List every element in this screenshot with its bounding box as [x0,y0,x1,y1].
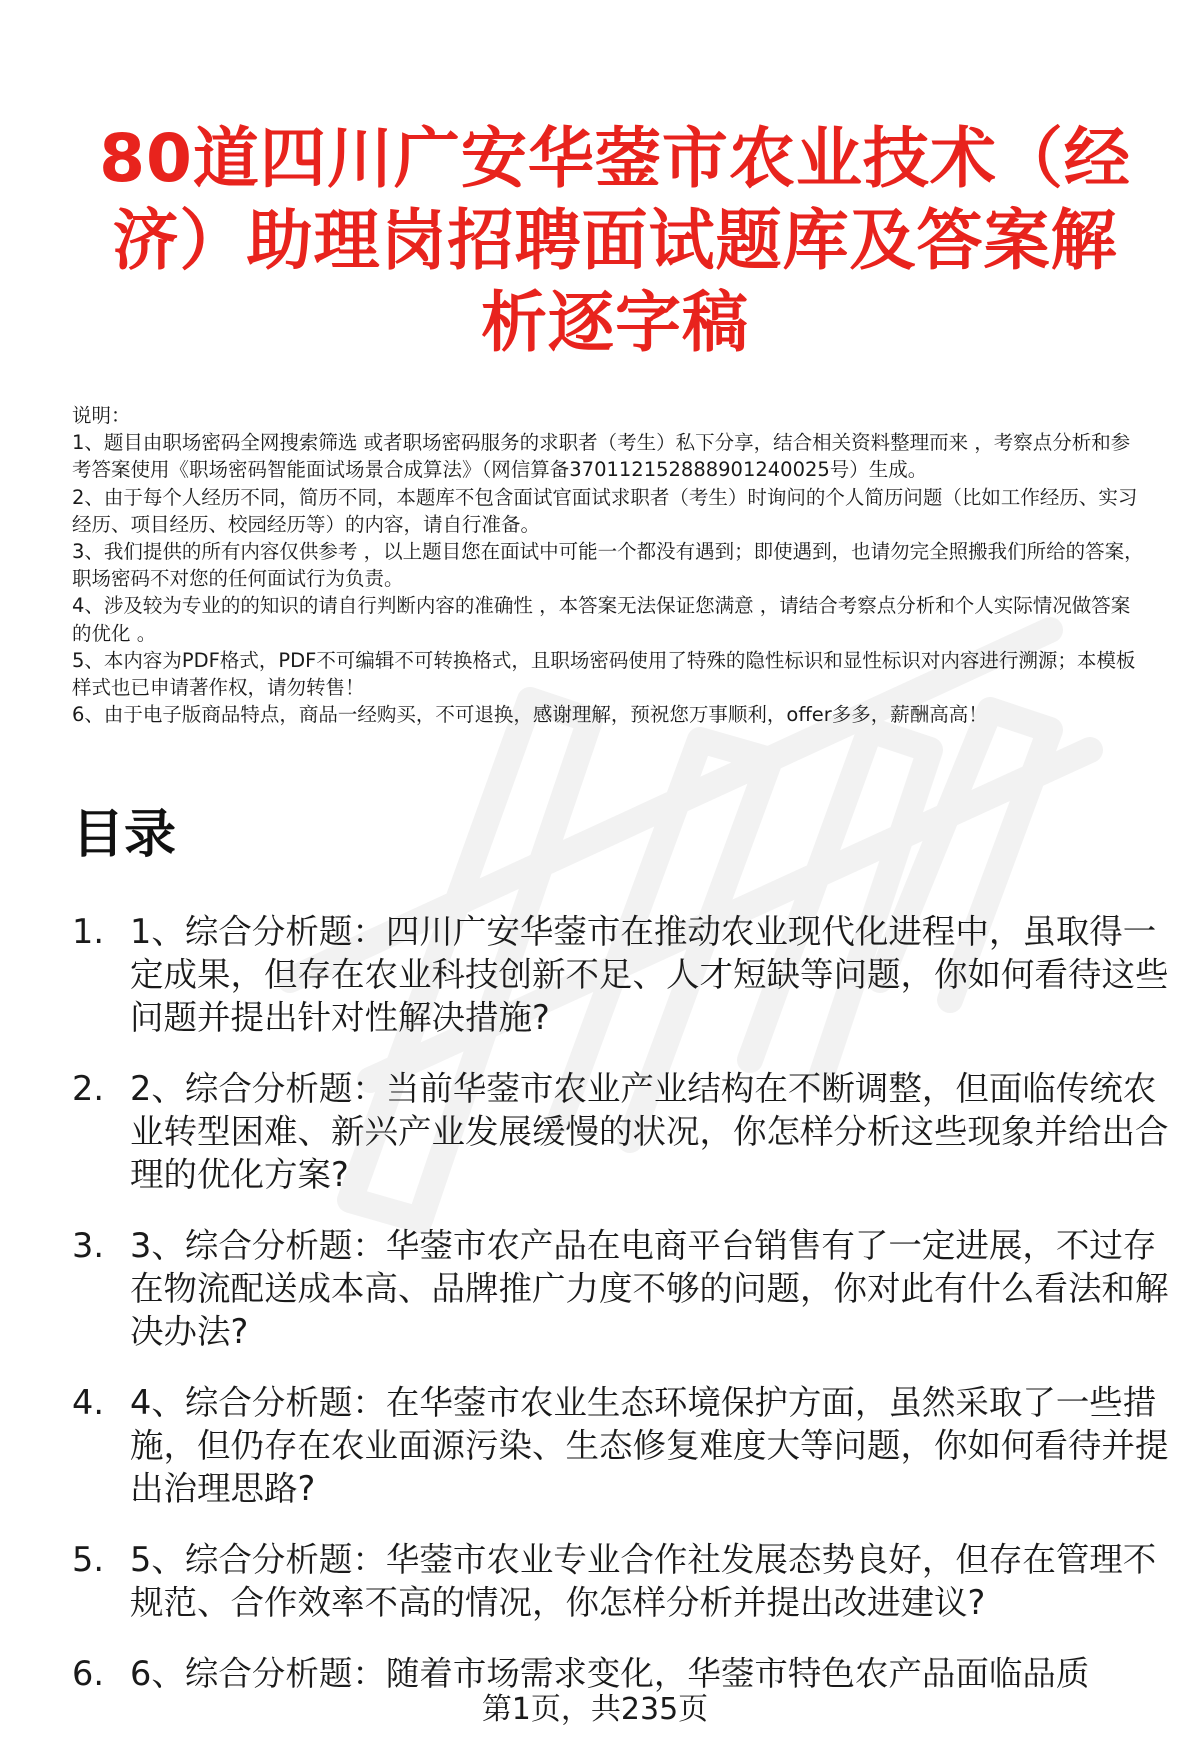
toc-item-number: 6. [72,1654,104,1693]
toc-item[interactable] [72,1538,1172,1624]
note-item: 4、涉及较为专业的的知识的请自行判断内容的准确性 ，本答案无法保证您满意 ，请结合考察点分析和个人实际情况做答案的优化 。 [72,594,1131,645]
toc-item[interactable] [72,1224,1172,1353]
page-number-footer: 第1页，共235页 [481,1692,709,1727]
note-item: 2、由于每个人经历不同，简历不同，本题库不包含面试官面试求职者（考生）时询问的个人简历问题（比如工作经历、实习经历、项目经历、校园经历等）的内容，请自行准备。 [72,485,1138,536]
note-item: 3、我们提供的所有内容仅供参考 ，以上题目您在面试中可能一个都没有遇到；即使遇到，也请勿完全照搬我们所给的答案，职场密码不对您的任何面试行为负责。 [72,540,1144,591]
toc-item[interactable] [72,1652,1172,1695]
toc-item-text: 6、综合分析题：随着市场需求变化，华蓥市特色农产品面临品质 [130,1654,1090,1693]
notes-heading: 说明： [72,404,131,427]
notes-section [72,402,1147,728]
toc-item-number: 5. [72,1540,104,1579]
toc-item[interactable] [72,1067,1172,1196]
toc-item-text: 4、综合分析题：在华蓥市农业生态环境保护方面，虽然采取了一些措施，但仍存在农业面源污染、生态修复难度大等问题，你如何看待并提出治理思路? [130,1383,1169,1508]
toc-item-number: 2. [72,1069,104,1108]
document-title: 80道四川广安华蓥市农业技术（经济）助理岗招聘面试题库及答案解析逐字稿 [99,120,1131,361]
note-item: 5、本内容为PDF格式，PDF不可编辑不可转换格式，且职场密码使用了特殊的隐性标识和显性标识对内容进行溯源；本模板样式也已申请著作权，请勿转售！ [72,648,1136,700]
toc-item[interactable] [72,1381,1172,1510]
toc-list [72,910,1172,1723]
toc-item-number: 1. [72,912,104,951]
note-item: 6、由于电子版商品特点，商品一经购买，不可退换，感谢理解，预祝您万事顺利，offer多多，薪酬高高！ [72,703,988,727]
toc-item-text: 5、综合分析题：华蓥市农业专业合作社发展态势良好，但存在管理不规范、合作效率不高的情况，你怎样分析并提出改进建议? [130,1540,1157,1622]
toc-item[interactable] [72,910,1172,1039]
toc-item-number: 3. [72,1226,104,1265]
toc-item-number: 4. [72,1383,104,1422]
toc-item-text: 2、综合分析题：当前华蓥市农业产业结构在不断调整，但面临传统农业转型困难、新兴产业发展缓慢的状况，你怎样分析这些现象并给出合理的优化方案? [130,1069,1169,1194]
toc-heading: 目录 [72,805,177,865]
note-item: 1、题目由职场密码全网搜索筛选 或者职场密码服务的求职者（考生）私下分享，结合相关资料整理而来 ，考察点分析和参考答案使用《职场密码智能面试场景合成算法》（网信算备370112152888901240025号）生成。 [72,431,1131,482]
toc-item-text: 1、综合分析题：四川广安华蓥市在推动农业现代化进程中，虽取得一定成果，但存在农业科技创新不足、人才短缺等问题，你如何看待这些问题并提出针对性解决措施? [130,912,1169,1037]
toc-item-text: 3、综合分析题：华蓥市农产品在电商平台销售有了一定进展，不过存在物流配送成本高、品牌推广力度不够的问题，你对此有什么看法和解决办法? [130,1226,1169,1351]
